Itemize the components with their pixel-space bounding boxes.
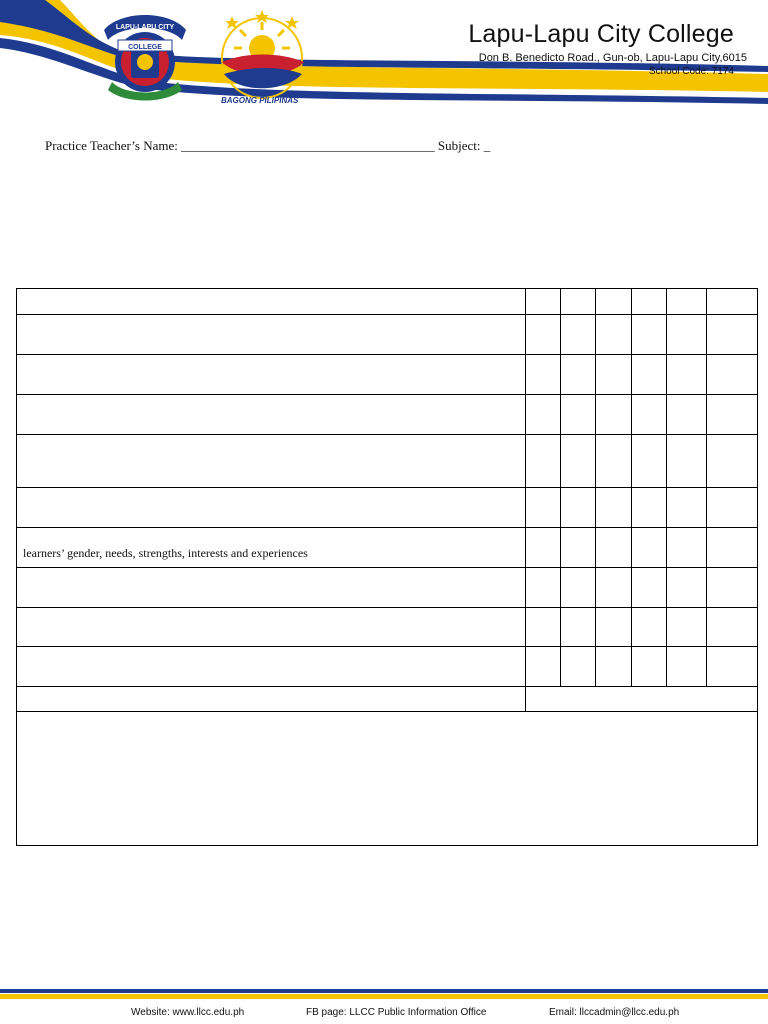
footer-fb-page[interactable]: FB page: LLCC Public Information Office [306, 1007, 487, 1018]
college-address: Don B. Benedicto Road., Gun-ob, Lapu-Lapu City,6015 [478, 52, 747, 64]
footer-blue-bar [0, 989, 768, 993]
practice-teacher-name-field[interactable]: _______________________________________ [181, 138, 435, 153]
school-code: School Code: 7174 [648, 66, 734, 77]
table-row-divider [17, 711, 757, 712]
table-row-divider [17, 527, 757, 528]
table-column-divider [631, 289, 632, 686]
table-column-divider [560, 289, 561, 686]
svg-text:COLLEGE: COLLEGE [128, 44, 162, 51]
table-column-divider [595, 289, 596, 686]
letterhead-header [0, 0, 768, 115]
table-row-divider [17, 314, 757, 315]
table-column-divider [666, 289, 667, 686]
teacher-subject-line [45, 138, 490, 154]
subject-label: Subject: [437, 138, 481, 153]
college-seal-icon [104, 15, 186, 101]
table-row-divider [17, 354, 757, 355]
table-row-divider [17, 434, 757, 435]
evaluation-table [16, 288, 758, 846]
bagong-pilipinas-logo-icon [222, 10, 304, 98]
letterhead-footer [0, 985, 768, 1024]
college-name: Lapu-Lapu City College [468, 20, 734, 48]
table-row-divider [17, 567, 757, 568]
table-column-divider [525, 289, 526, 711]
table-row-divider [17, 487, 757, 488]
bagong-pilipinas-caption: BAGONG PILIPINAS [221, 96, 299, 105]
footer-website[interactable]: Website: www.llcc.edu.ph [131, 1007, 245, 1018]
svg-text:LAPU-LAPU CITY: LAPU-LAPU CITY [115, 24, 175, 31]
criterion-text-row-6: learners’ gender, needs, strengths, interests and experiences [23, 546, 308, 560]
table-row-divider [17, 607, 757, 608]
subject-field[interactable]: _ [483, 138, 491, 153]
footer-email[interactable]: Email: llccadmin@llcc.edu.ph [549, 1007, 680, 1018]
table-row-divider [17, 646, 757, 647]
table-row-divider [17, 686, 757, 687]
footer-yellow-bar [0, 994, 768, 999]
practice-teacher-name-label: Practice Teacher’s Name: [45, 138, 178, 153]
table-row-divider [17, 394, 757, 395]
table-column-divider [706, 289, 707, 686]
